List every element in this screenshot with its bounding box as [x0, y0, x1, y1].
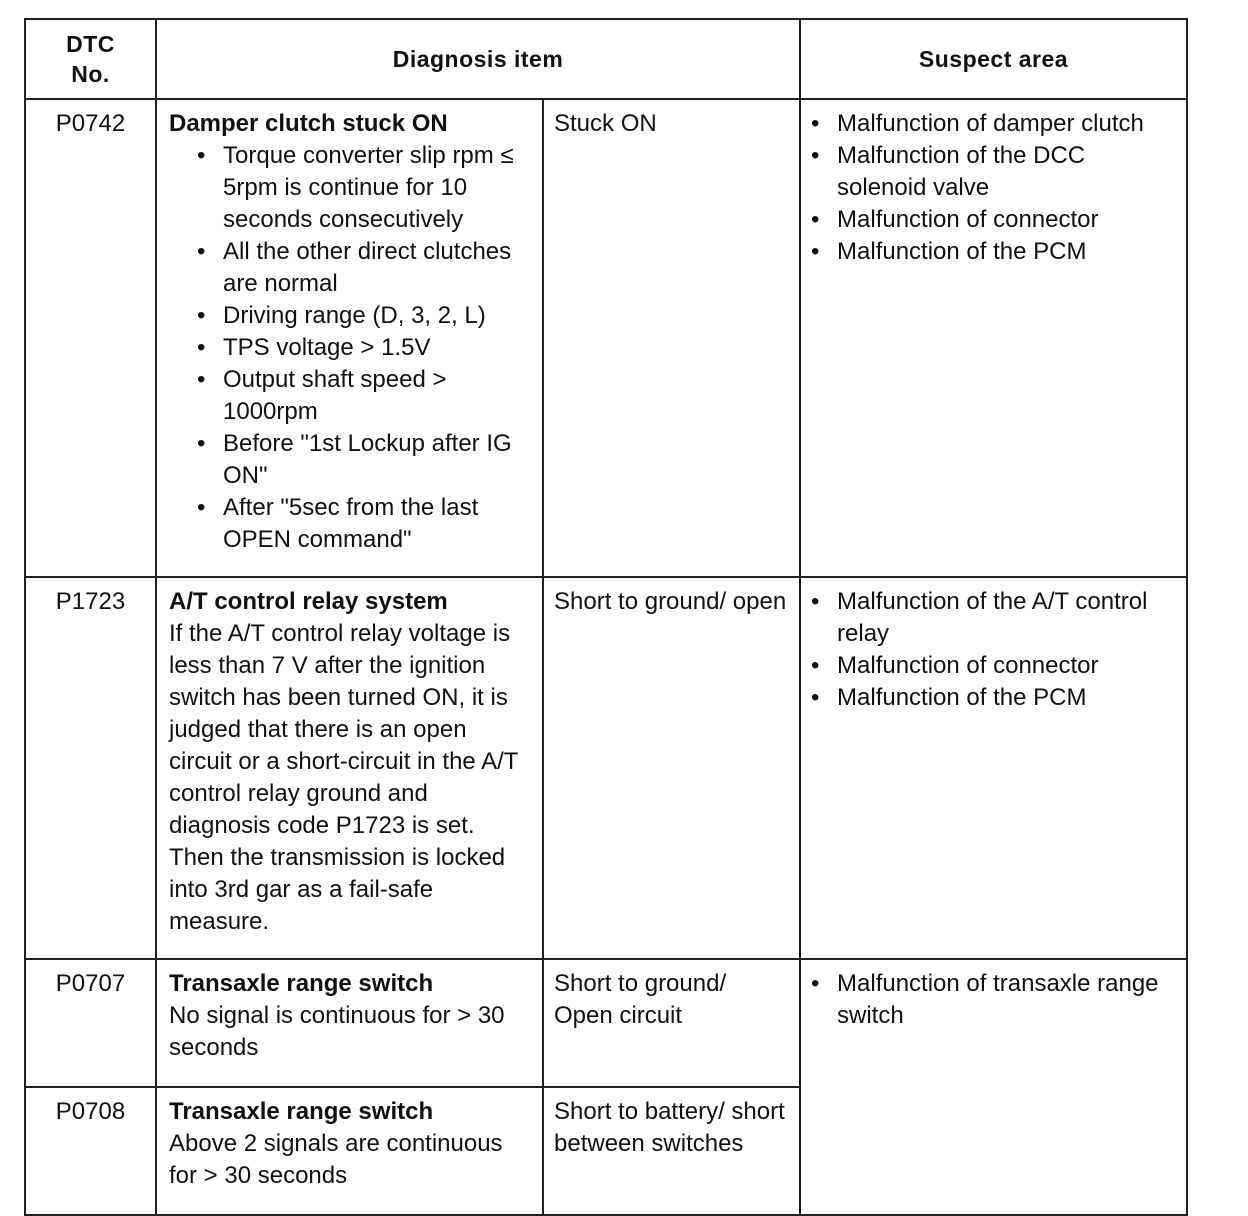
list-item: • Output shaft speed > 1000rpm — [223, 364, 530, 428]
table-row — [25, 577, 1187, 959]
dtc-code: P0708 — [25, 1087, 156, 1215]
diagnosis-title: Transaxle range switch — [169, 970, 434, 997]
list-item: • Malfunction of damper clutch — [837, 108, 1176, 140]
header-suspect-area: Suspect area — [800, 19, 1187, 99]
suspect-list — [837, 968, 1176, 1032]
list-item: • All the other direct clutches are normal — [223, 236, 530, 300]
list-item: • Malfunction of the PCM — [837, 236, 1176, 268]
diagnosis-description: No signal is continuous for > 30 seconds — [169, 1002, 505, 1061]
list-item: • Torque converter slip rpm ≤ 5rpm is continue for 10 seconds consecutively — [223, 140, 530, 236]
condition-cell: Stuck ON — [543, 99, 800, 577]
header-row — [25, 19, 1187, 99]
table-row — [25, 99, 1187, 577]
list-item: • Malfunction of transaxle range switch — [837, 968, 1176, 1032]
diagnosis-cell — [156, 1087, 543, 1215]
diagnosis-title: A/T control relay system — [169, 588, 448, 615]
suspect-cell — [800, 99, 1187, 577]
diagnosis-description: If the A/T control relay voltage is less than 7 V after the ignition switch has been turned ON, it is judged that there is an open circuit or a short-circuit in the A/T control relay ground and diagnosis code P1723 is set. Then the transmission is locked into 3rd gar as a fail-safe measure. — [169, 620, 519, 935]
suspect-cell — [800, 959, 1187, 1215]
diagnosis-cell — [156, 577, 543, 959]
table-row — [25, 959, 1187, 1087]
diagnosis-bullet-list — [169, 140, 530, 556]
list-item: • Malfunction of the PCM — [837, 682, 1176, 714]
suspect-list — [837, 586, 1176, 714]
list-item: • Driving range (D, 3, 2, L) — [223, 300, 530, 332]
list-item: • Malfunction of connector — [837, 204, 1176, 236]
diagnosis-title: Transaxle range switch — [169, 1098, 434, 1125]
suspect-list — [837, 108, 1176, 268]
dtc-code: P1723 — [25, 577, 156, 959]
list-item: • Malfunction of connector — [837, 650, 1176, 682]
condition-cell: Short to ground/ open — [543, 577, 800, 959]
condition-cell: Short to ground/ Open circuit — [543, 959, 800, 1087]
list-item: • Malfunction of the A/T control relay — [837, 586, 1176, 650]
list-item: • Malfunction of the DCC solenoid valve — [837, 140, 1176, 204]
diagnosis-description: Above 2 signals are continuous for > 30 seconds — [169, 1130, 503, 1189]
dtc-table — [24, 18, 1188, 1216]
list-item: • After "5sec from the last OPEN command" — [223, 492, 530, 556]
list-item: • TPS voltage > 1.5V — [223, 332, 530, 364]
diagnosis-cell — [156, 959, 543, 1087]
diagnosis-title: Damper clutch stuck ON — [169, 110, 448, 137]
dtc-code: P0707 — [25, 959, 156, 1087]
header-dtc-line2: No. — [71, 61, 110, 87]
dtc-code: P0742 — [25, 99, 156, 577]
header-dtc-no — [25, 19, 156, 99]
suspect-cell — [800, 577, 1187, 959]
diagnosis-cell — [156, 99, 543, 577]
condition-cell: Short to battery/ short between switches — [543, 1087, 800, 1215]
list-item: • Before "1st Lockup after IG ON" — [223, 428, 530, 492]
header-dtc-line1: DTC — [66, 31, 115, 57]
header-diagnosis-item: Diagnosis item — [156, 19, 800, 99]
